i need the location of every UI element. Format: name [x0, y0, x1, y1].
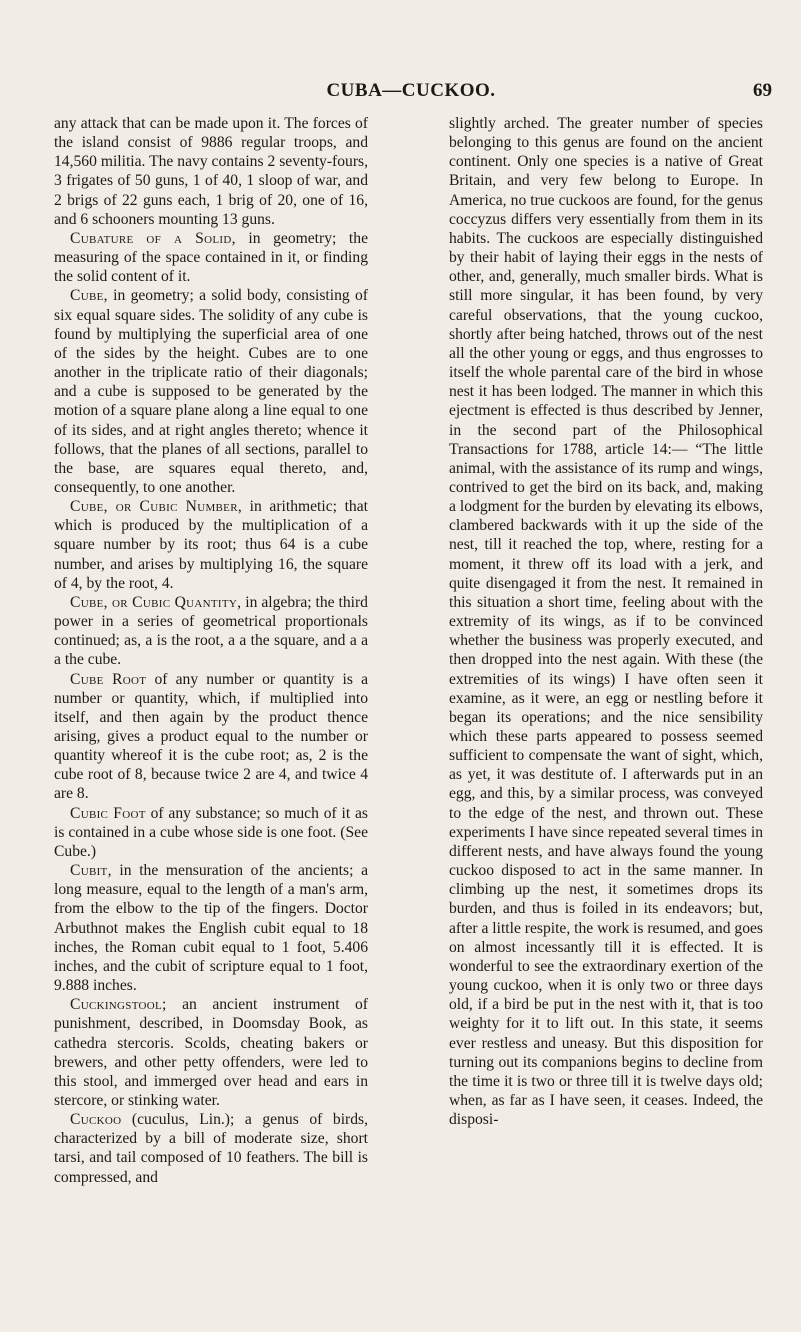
page-number: 69 [753, 80, 772, 101]
entry-cube-root [54, 670, 368, 804]
entry-term: Cube, or Cubic Quantity, [70, 593, 242, 611]
entry-term: Cubit, [70, 862, 112, 880]
entry-text: in the mensuration of the ancients; a long measure, equal to the length of a man's arm, from the elbow to the tip of the fingers. Doctor Arbuthnot makes the English cubit equal to 18 inches, the Roman cubit equal to 1 foot, 5.406 inches, and the cubit of scripture equal to 1 foot, 9.888 inches. [54, 862, 368, 995]
entry-cubic-number [54, 497, 368, 593]
entry-text: any attack that can be made upon it. The forces of the island consist of 9886 regular troops, and 14,560 militia. The navy contains 2 seventy-fours, 3 frigates of 50 guns, 1 of 40, 1 sloop of war, and 2 brigs of 22 guns each, 1 brig of 20, one of 16, and 6 schooners mounting 13 guns. [54, 115, 368, 228]
entry-text: in geometry; the measuring of the space contained in it, or finding the solid content of it. [54, 229, 368, 286]
entry-text: slightly arched. The greater number of species belonging to this genus are found on the ancient continent. Only one species is a native of Great Britain, and very few belong to Europe. In America, no true cuckoos are found, for the genus coccyzus differs very essentially from them in its habits. The cuckoos are especially distinguished by their habit of laying their eggs in the nests of other, and, generally, much smaller birds. What is still more singular, it has been found, by very careful observations, that the young cuckoo, shortly after being hatched, throws out of the nest all the other young or eggs, and thus engrosses to itself the whole parental care of the bird in whose nest it has been lodged. The manner in which this ejectment is effected is thus described by Jenner, in the second part of the Philosophical Transactions for 1788, article 14:— “The little animal, with the assistance of its rump and wings, contrived to get the bird on its back, and, making a lodgment for the burden by elevating its elbows, clambered backwards with it up the side of the nest, till it reached the top, where, resting for a moment, it threw off its load with a jerk, and quite disengaged it from the nest. It remained in this situation a short time, feeling about with the extremity of its wings, as if to be convinced whether the business was properly executed, and then dropped into the nest again. With these (the extremities of its wings) I have often seen it examine, as it were, an egg or nestling before it began its operations; and the nice sensibility which these parts appeared to possess seemed sufficient to compensate the want of sight, which, as yet, it was destitute of. I afterwards put in an egg, and this, by a similar process, was conveyed to the edge of the nest, and thrown out. These experiments I have since repeated several times in different nests, and have always found the young cuckoo disposed to act in the same manner. In climbing up the nest, it sometimes drops its burden, and thus is foiled in its endeavors; but, after a little respite, the work is resumed, and goes on almost incessantly till it is effected. It is wonderful to see the extraordinary exertion of the young cuckoo, when it is only two or three days old, if a bird be put in the nest with it, that is too weighty for it to lift out. In this state, it seems ever restless and uneasy. But this disposition for turning out its companions begins to decline from the time it is two or three till it is twelve days old; when, as far as I have seen, it ceases. Indeed, the disposi- [449, 115, 763, 1129]
paragraph-continuation [449, 114, 763, 1129]
entry-term: Cube, or Cubic Number, [70, 498, 243, 516]
entry-text: in algebra; the third power in a series of geometrical proportionals continued; as, a is the root, a a the square, and a a a the cube. [54, 593, 368, 669]
entry-term: Cubic Foot [70, 804, 146, 822]
entry-cubature [54, 229, 368, 286]
entry-cubic-quantity [54, 593, 368, 670]
entry-text: (cuculus, Lin.); a genus of birds, characterized by a bill of moderate size, short tarsi, and tail composed of 10 feathers. The bill is compressed, and [54, 1111, 368, 1186]
paragraph-continuation [54, 114, 368, 229]
entry-cubit [54, 861, 368, 995]
running-head [50, 80, 772, 104]
entry-cuckingstool [54, 995, 368, 1110]
entry-term: Cuckingstool; [70, 996, 167, 1014]
entry-term: Cube Root [70, 670, 147, 688]
left-column [54, 114, 368, 1187]
entry-term: Cubature of a Solid, [70, 229, 236, 247]
entry-text: an ancient instrument of punishment, described, in Doomsday Book, as cathedra stercoris. Scolds, cheating bakers or brewers, and other petty offenders, were led to this stool, and immerged over head and ears in stercore, or stinking water. [54, 996, 368, 1109]
entry-term: Cube, [70, 287, 108, 305]
entry-text: of any number or quantity is a number or quantity, which, if multiplied into itself, and then again by the product thence arising, gives a product equal to the number or quantity whereof it is the cube root; as, 2 is the cube root of 8, because twice 2 are 4, and twice 4 are 8. [54, 670, 368, 803]
entry-cubic-foot [54, 804, 368, 861]
entry-text: of any substance; so much of it as is contained in a cube whose side is one foot. (See Cube.) [54, 804, 368, 860]
entry-text: in geometry; a solid body, consisting of six equal square sides. The solidity of any cube is found by multiplying the superficial area of one of the sides by the height. Cubes are to one another in the triplicate ratio of their diagonals; and a cube is supposed to be generated by the motion of a square plane along a line equal to one of its sides, and at right angles thereto; whence it follows, that the planes of all sections, parallel to the base, are squares equal thereto, and, consequently, to one another. [54, 287, 368, 496]
entry-text: in arithmetic; that which is produced by the multiplication of a square number by its root; thus 64 is a cube number, and arises by multiplying 16, the square of 4, by the root, 4. [54, 498, 368, 592]
running-title: CUBA—CUCKOO. [326, 80, 496, 101]
entry-term: Cuckoo [70, 1111, 122, 1129]
entry-cube [54, 286, 368, 497]
entry-cuckoo [54, 1110, 368, 1187]
right-column [449, 114, 763, 1129]
